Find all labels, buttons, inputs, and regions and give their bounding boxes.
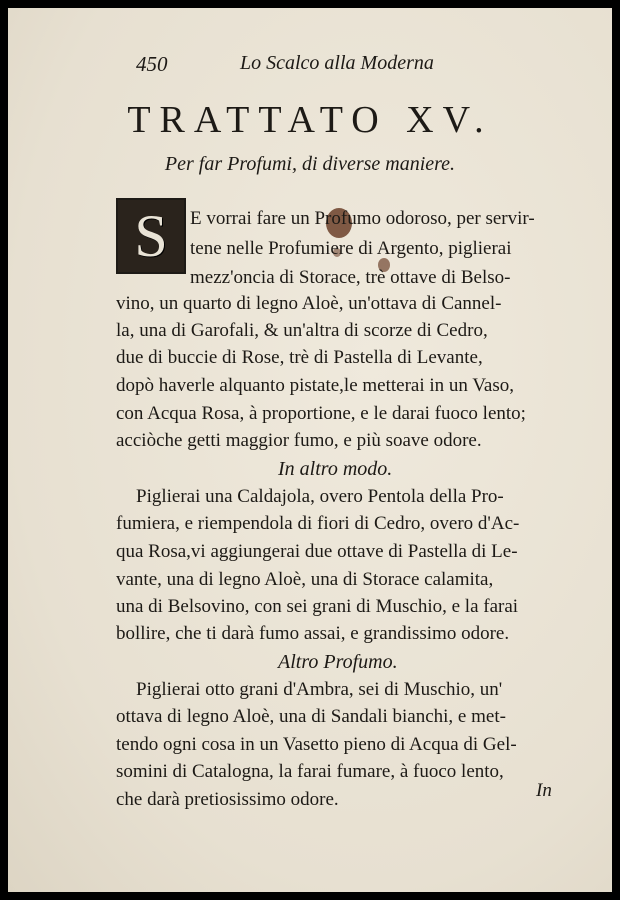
- text-line: che darà pretiosissimo odore.: [116, 789, 339, 810]
- text-line: acciòche getti maggior fumo, e più soave odore.: [116, 430, 482, 451]
- text-line: Piglierai otto grani d'Ambra, sei di Muschio, un': [136, 679, 503, 700]
- treatise-title: TRATTATO XV.: [127, 99, 493, 141]
- text-line: fumiera, e riempendola di fiori di Cedro, overo d'Ac-: [116, 513, 520, 534]
- catchword: In: [536, 780, 552, 801]
- text-line: somini di Catalogna, la farai fumare, à fuoco lento,: [116, 761, 504, 782]
- text-line: vino, un quarto di legno Aloè, un'ottava di Cannel-: [116, 293, 502, 314]
- page-number: 450: [136, 52, 168, 76]
- text-line: vante, una di legno Aloè, una di Storace calamita,: [116, 569, 494, 590]
- decorated-initial-letter: S: [134, 203, 168, 269]
- text-line: qua Rosa,vi aggiungerai due ottave di Pastella di Le-: [116, 541, 518, 562]
- section-heading: In altro modo.: [278, 458, 393, 480]
- book-page: [8, 8, 612, 892]
- text-line: due di buccie di Rose, trè di Pastella di Levante,: [116, 347, 483, 368]
- text-line: la, una di Garofali, & un'altra di scorze di Cedro,: [116, 320, 488, 341]
- text-line: tene nelle Profumiere di Argento, piglierai: [190, 238, 512, 259]
- text-line: Piglierai una Caldajola, overo Pentola della Pro-: [136, 486, 504, 507]
- text-line: tendo ogni cosa in un Vasetto pieno di Acqua di Gel-: [116, 734, 517, 755]
- text-line: ottava di legno Aloè, una di Sandali bianchi, e met-: [116, 706, 506, 727]
- text-line: mezz'oncia di Storace, trè ottave di Belso-: [190, 267, 511, 288]
- text-line: una di Belsovino, con sei grani di Muschio, e la farai: [116, 596, 519, 617]
- decorated-initial: [116, 198, 186, 274]
- running-title: Lo Scalco alla Moderna: [240, 52, 434, 74]
- running-head: [8, 52, 612, 82]
- text-line: bollire, che ti darà fumo assai, e grandissimo odore.: [116, 623, 510, 644]
- text-line: con Acqua Rosa, à proportione, e le darai fuoco lento;: [116, 403, 526, 424]
- text-line: E vorrai fare un Profumo odoroso, per servir-: [190, 208, 535, 229]
- section-heading: Altro Profumo.: [278, 651, 398, 673]
- chapter-subtitle: Per far Profumi, di diverse maniere.: [164, 153, 456, 175]
- text-line: dopò haverle alquanto pistate,le metterai in un Vaso,: [116, 375, 515, 396]
